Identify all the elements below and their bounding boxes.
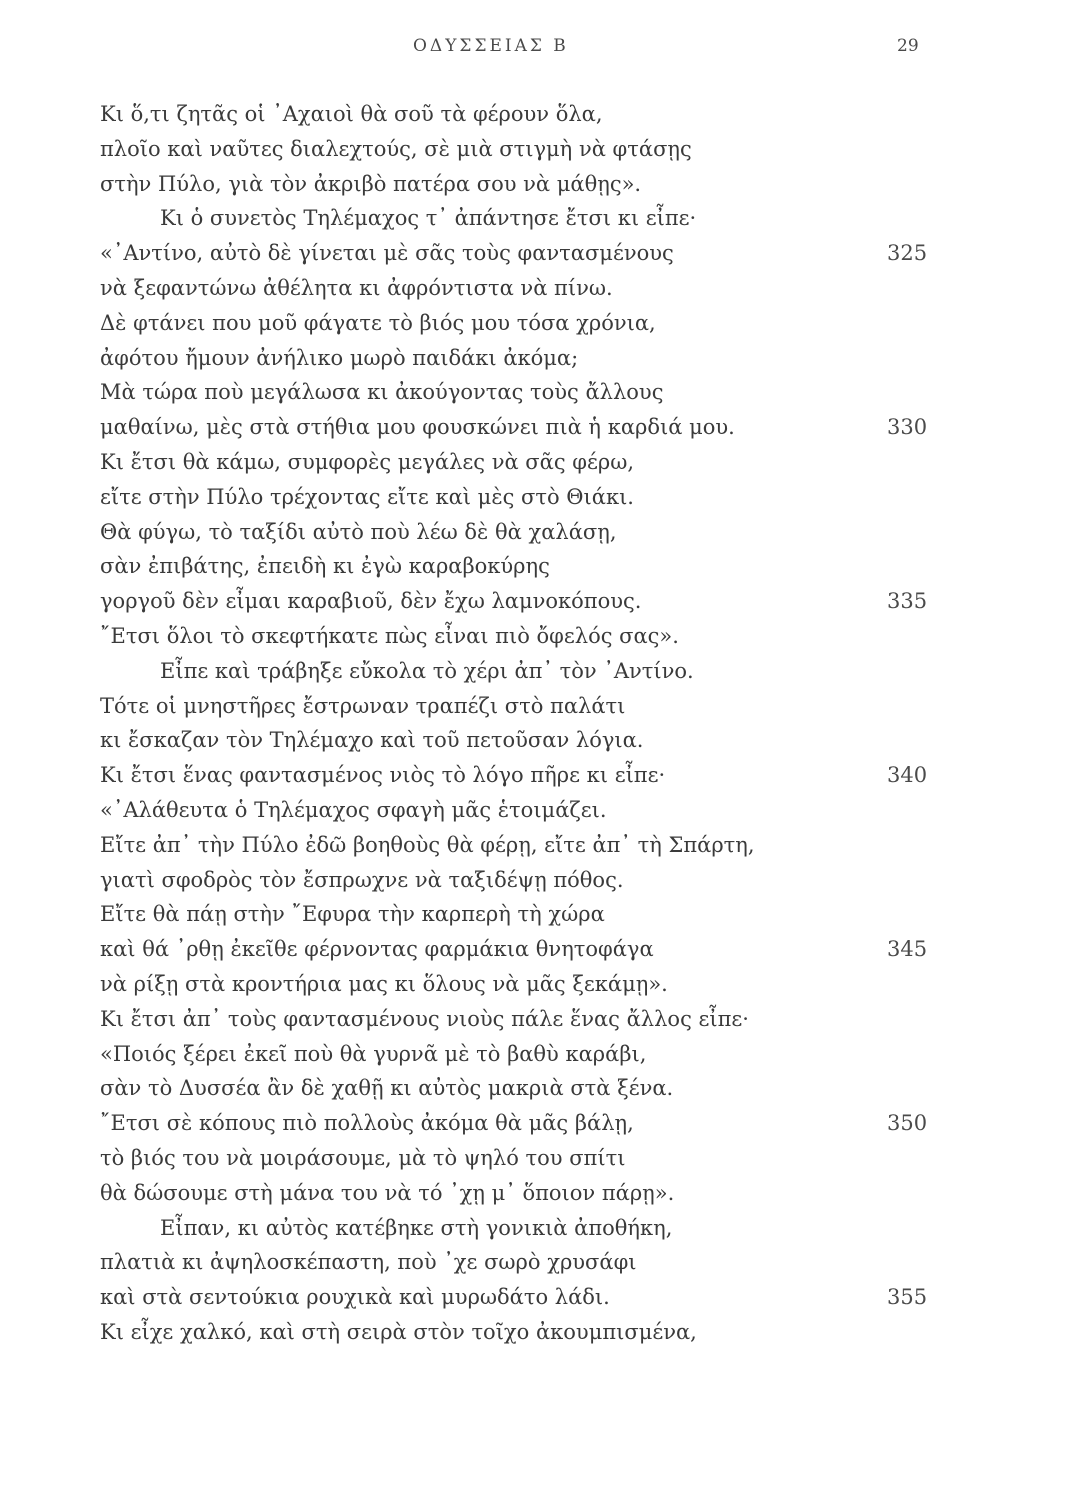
verse-line	[100, 97, 960, 132]
verse-line-text: γοργοῦ δὲν εἶμαι καραβιοῦ, δὲν ἔχω λαμνοκόπους.	[100, 589, 642, 614]
verse-line-text: σὰν ἐπιβάτης, ἐπειδὴ κι ἐγὼ καραβοκύρης	[100, 554, 550, 579]
verse-line-text: Εἴτε θὰ πάῃ στὴν ῎Εφυρα τὴν καρπερὴ τὴ χώρα	[100, 902, 605, 927]
verse-line	[100, 445, 960, 480]
line-number: 355	[887, 1285, 928, 1310]
verse-line-text: νὰ ξεφαντώνω ἀθέλητα κι ἀφρόντιστα νὰ πίνω.	[100, 275, 613, 300]
verse-line	[100, 515, 960, 550]
verse-line-text: «᾿Αντίνο, αὐτὸ δὲ γίνεται μὲ σᾶς τοὺς φαντασμένους	[100, 241, 674, 266]
verse-line	[100, 793, 960, 828]
verse-line-text: Κι ἔτσι ἕνας φαντασμένος νιὸς τὸ λόγο πῆρε κι εἶπε·	[100, 763, 666, 788]
verse-line-text: σὰν τὸ Δυσσέα ἂν δὲ χαθῇ κι αὐτὸς μακριὰ στὰ ξένα.	[100, 1076, 674, 1101]
verse-line	[100, 375, 960, 410]
verse-line	[100, 1245, 960, 1280]
verse-line-text: «᾿Αλάθευτα ὁ Τηλέμαχος σφαγὴ μᾶς ἑτοιμάζει.	[100, 797, 607, 822]
verse-line	[100, 1141, 960, 1176]
verse-line	[100, 897, 960, 932]
verse-line	[100, 132, 960, 167]
line-number: 345	[887, 937, 928, 962]
verse-line	[100, 410, 960, 445]
verse-line	[100, 201, 960, 236]
verse-line	[100, 932, 960, 967]
verse-line	[100, 236, 960, 271]
page-number: 29	[897, 36, 919, 56]
verse-line-text: μαθαίνω, μὲς στὰ στήθια μου φουσκώνει πιὰ ἡ καρδιά μου.	[100, 415, 735, 440]
verse-line	[100, 271, 960, 306]
verse-line	[100, 828, 960, 863]
verse-line	[100, 863, 960, 898]
verse-line	[100, 167, 960, 202]
verse-line-text: καὶ στὰ σεντούκια ρουχικὰ καὶ μυρωδάτο λάδι.	[100, 1285, 610, 1310]
verse-line-text: Κι ὅ,τι ζητᾶς οἱ ᾿Αχαιοὶ θὰ σοῦ τὰ φέρουν ὅλα,	[100, 102, 603, 126]
verse-line-text: γιατὶ σφοδρὸς τὸν ἔσπρωχνε νὰ ταξιδέψῃ πόθος.	[100, 867, 624, 892]
verse-line-text: ἀφότου ἤμουν ἀνήλικο μωρὸ παιδάκι ἀκόμα;	[100, 345, 579, 370]
verse-line-text: εἴτε στὴν Πύλο τρέχοντας εἴτε καὶ μὲς στὸ Θιάκι.	[100, 484, 634, 509]
verse-line	[100, 1211, 960, 1246]
line-number: 340	[887, 763, 928, 788]
verse-line-text: Κι ὁ συνετὸς Τηλέμαχος τ᾿ ἀπάντησε ἔτσι κι εἶπε·	[160, 206, 697, 231]
verse-line	[100, 1176, 960, 1211]
verse-line	[100, 1280, 960, 1315]
line-number: 350	[887, 1111, 928, 1136]
running-head	[0, 36, 1075, 60]
verse-line-text: θὰ δώσουμε στὴ μάνα του νὰ τό ᾿χῃ μ᾿ ὅποιον πάρῃ».	[100, 1180, 675, 1205]
verse-line-text: ῎Ετσι ὅλοι τὸ σκεφτήκατε πὼς εἶναι πιὸ ὄφελός σας».	[100, 623, 679, 648]
verse-line	[100, 306, 960, 341]
verse-line-text: τὸ βιός του νὰ μοιράσουμε, μὰ τὸ ψηλό του σπίτι	[100, 1145, 626, 1170]
verse-line	[100, 689, 960, 724]
verse-line-text: κι ἔσκαζαν τὸν Τηλέμαχο καὶ τοῦ πετοῦσαν λόγια.	[100, 728, 644, 753]
verse-line-text: Εἶπε καὶ τράβηξε εὔκολα τὸ χέρι ἀπ᾿ τὸν ᾿Αντίνο.	[160, 658, 694, 683]
verse-line-text: καὶ θά ᾿ρθῃ ἐκεῖθε φέρνοντας φαρμάκια θνητοφάγα	[100, 937, 654, 962]
verse-line	[100, 480, 960, 515]
verse-line-text: νὰ ρίξῃ στὰ κροντήρια μας κι ὅλους νὰ μᾶς ξεκάμῃ».	[100, 971, 668, 996]
line-number: 330	[887, 415, 928, 440]
verse-line	[100, 967, 960, 1002]
verse-line-text: Κι εἶχε χαλκό, καὶ στὴ σειρὰ στὸν τοῖχο ἀκουμπισμένα,	[100, 1319, 697, 1344]
line-number: 325	[887, 241, 928, 266]
verse-line-text: «Ποιός ξέρει ἐκεῖ ποὺ θὰ γυρνᾶ μὲ τὸ βαθὺ καράβι,	[100, 1041, 647, 1066]
verse-line-text: Εἴτε ἀπ᾿ τὴν Πύλο ἐδῶ βοηθοὺς θὰ φέρῃ, εἴτε ἀπ᾿ τὴ Σπάρτη,	[100, 832, 755, 857]
verse-line	[100, 1037, 960, 1072]
verse-line	[100, 1071, 960, 1106]
verse-line	[100, 341, 960, 376]
verse-line-text: Δὲ φτάνει που μοῦ φάγατε τὸ βιός μου τόσα χρόνια,	[100, 310, 656, 335]
verse-line-text: Κι ἔτσι θὰ κάμω, συμφορὲς μεγάλες νὰ σᾶς φέρω,	[100, 449, 634, 474]
verse-line-text: Τότε οἱ μνηστῆρες ἔστρωναν τραπέζι στὸ παλάτι	[100, 693, 626, 718]
verse-line-text: πλοῖο καὶ ναῦτες διαλεχτούς, σὲ μιὰ στιγμὴ νὰ φτάσῃς	[100, 136, 692, 161]
verse-line-text: πλατιὰ κι ἀψηλοσκέπαστη, ποὺ ᾿χε σωρὸ χρυσάφι	[100, 1250, 637, 1275]
verse-line	[100, 1106, 960, 1141]
verse-line-text: ῎Ετσι σὲ κόπους πιὸ πολλοὺς ἀκόμα θὰ μᾶς βάλῃ,	[100, 1111, 634, 1136]
verse-line	[100, 549, 960, 584]
verse-line	[100, 1315, 960, 1350]
verse-line-text: Εἶπαν, κι αὐτὸς κατέβηκε στὴ γονικιὰ ἀποθήκη,	[160, 1215, 673, 1240]
verse-line-text: Μὰ τώρα ποὺ μεγάλωσα κι ἀκούγοντας τοὺς ἄλλους	[100, 380, 664, 405]
verse-line	[100, 723, 960, 758]
verse-block	[100, 97, 960, 1350]
running-title: ΟΔΥΣΣΕΙΑΣ Β	[413, 36, 569, 56]
verse-line-text: Κι ἔτσι ἀπ᾿ τοὺς φαντασμένους νιοὺς πάλε ἕνας ἄλλος εἶπε·	[100, 1006, 749, 1031]
line-number: 335	[887, 589, 928, 614]
verse-line	[100, 758, 960, 793]
verse-line	[100, 654, 960, 689]
verse-line-text: Θὰ φύγω, τὸ ταξίδι αὐτὸ ποὺ λέω δὲ θὰ χαλάσῃ,	[100, 519, 617, 544]
verse-line	[100, 619, 960, 654]
verse-line	[100, 584, 960, 619]
verse-line	[100, 1002, 960, 1037]
verse-line-text: στὴν Πύλο, γιὰ τὸν ἀκριβὸ πατέρα σου νὰ μάθῃς».	[100, 171, 642, 196]
